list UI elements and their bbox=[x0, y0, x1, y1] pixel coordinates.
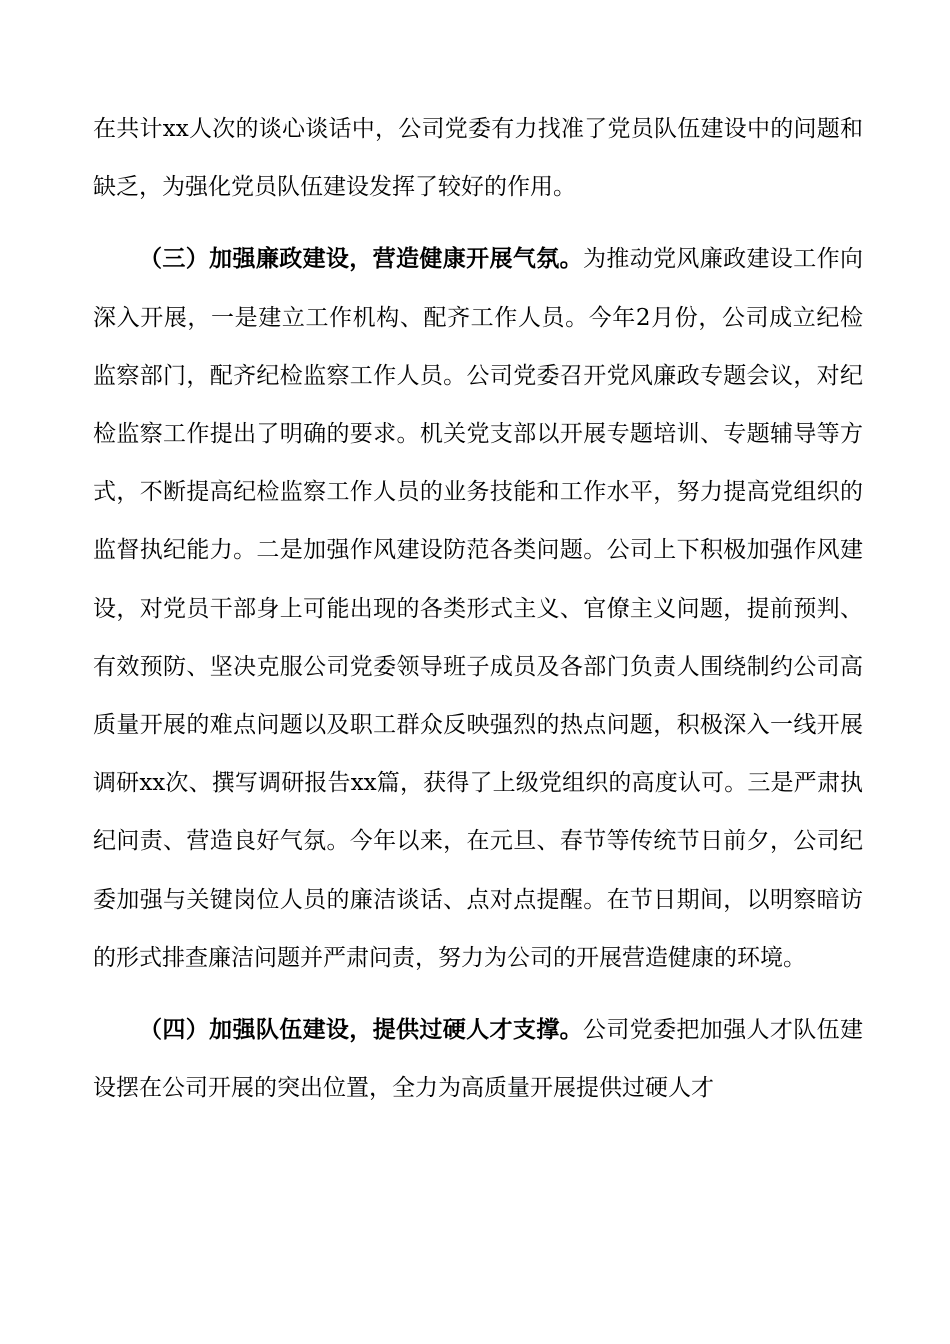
paragraph-text: 为推动党风廉政建设工作向深入开展，一是建立工作机构、配齐工作人员。今年2月份，公司成立纪检监察部门，配齐纪检监察工作人员。公司党委召开党风廉政专题会议，对纪检监察工作提出了明确的要求。机关党支部以开展专题培训、专题辅导等方式，不断提高纪检监察工作人员的业务技能和工作水平，努力提高党组织的监督执纪能力。二是加强作风建设防范各类问题。公司上下积极加强作风建设，对党员干部身上可能出现的各类形式主义、官僚主义问题，提前预判、有效预防、坚决克服公司党委领导班子成员及各部门负责人围绕制约公司高质量开展的难点问题以及职工群众反映强烈的热点问题，积极深入一线开展调研xx次、撰写调研报告xx篇，获得了上级党组织的高度认可。三是严肃执纪问责、营造良好气氛。今年以来，在元旦、春节等传统节日前夕，公司纪委加强与关键岗位人员的廉洁谈话、点对点提醒。在节日期间，以明察暗访的形式排查廉洁问题并严肃问责，努力为公司的开展营造健康的环境。 bbox=[93, 246, 864, 971]
paragraph-continuation bbox=[93, 100, 863, 216]
document-page bbox=[93, 100, 863, 1117]
paragraph-text: 公司党委把加强人才队伍建设摆在公司开展的突出位置，全力为高质量开展提供过硬人才 bbox=[93, 1017, 864, 1102]
section-heading-3: （三）加强廉政建设，营造健康开展气氛。 bbox=[139, 246, 583, 273]
paragraph-section-4 bbox=[93, 1001, 863, 1117]
paragraph-text: 在共计xx人次的谈心谈话中，公司党委有力找准了党员队伍建设中的问题和缺乏，为强化党员队伍建设发挥了较好的作用。 bbox=[93, 116, 863, 201]
section-heading-4: （四）加强队伍建设，提供过硬人才支撑。 bbox=[139, 1017, 583, 1044]
paragraph-section-3 bbox=[93, 230, 863, 987]
